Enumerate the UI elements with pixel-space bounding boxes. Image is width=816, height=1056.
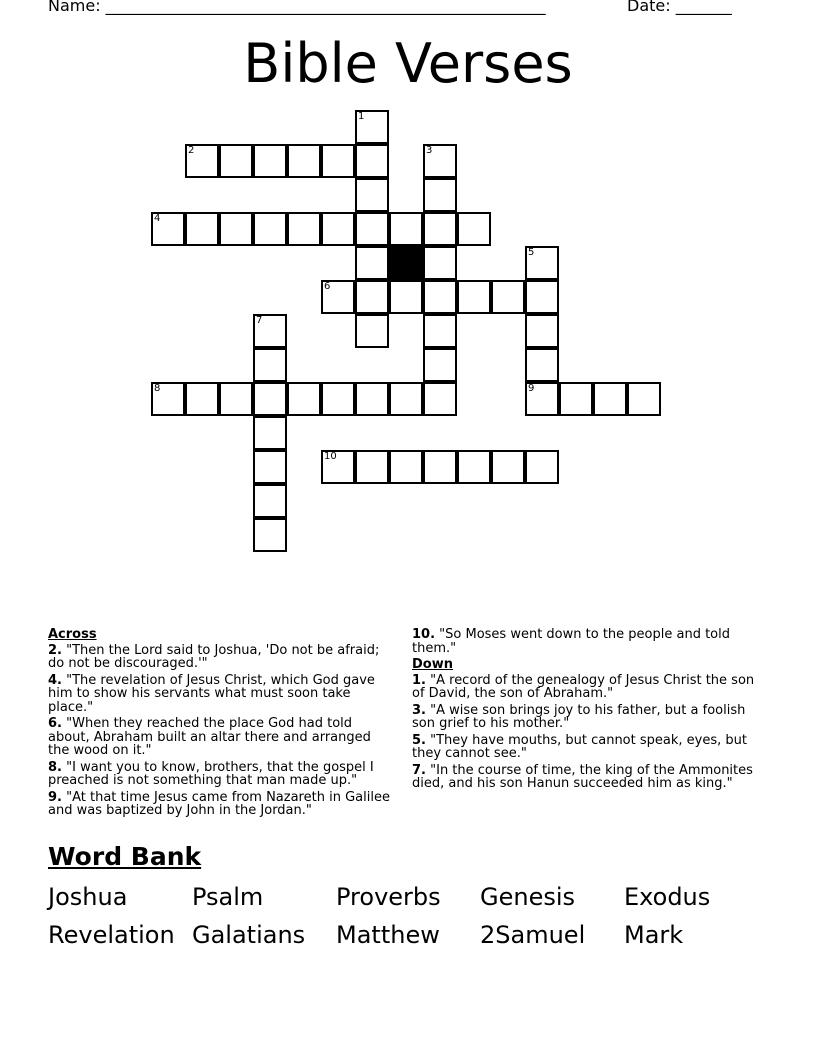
crossword-cell[interactable] xyxy=(423,246,457,280)
clue-across-9: 9. "At that time Jesus came from Nazareth in Galilee and was baptized by John in the Jordan." xyxy=(48,789,390,818)
across-heading: Across xyxy=(48,627,97,642)
crossword-cell[interactable] xyxy=(423,450,457,484)
clues-left-column xyxy=(48,628,393,821)
clue-number: 2 xyxy=(188,145,195,156)
crossword-cell[interactable] xyxy=(355,178,389,212)
crossword-cell[interactable] xyxy=(321,144,355,178)
crossword-cell[interactable] xyxy=(457,450,491,484)
crossword-cell[interactable] xyxy=(355,314,389,348)
crossword-cell[interactable] xyxy=(321,212,355,246)
clue-number: 10 xyxy=(324,451,337,462)
clue-number: 9 xyxy=(528,383,535,394)
clues-right-column xyxy=(412,628,764,794)
crossword-black-cell xyxy=(389,246,423,280)
clue-number: 3 xyxy=(426,145,433,156)
crossword-cell[interactable] xyxy=(525,246,559,280)
word-bank-word: Joshua xyxy=(48,883,128,911)
word-bank-word: Mark xyxy=(624,921,684,949)
clue-number: 5 xyxy=(528,247,535,258)
crossword-cell[interactable] xyxy=(253,212,287,246)
crossword-cell[interactable] xyxy=(423,212,457,246)
word-bank-word: 2Samuel xyxy=(480,921,586,949)
crossword-cell[interactable] xyxy=(219,144,253,178)
crossword-cell[interactable] xyxy=(355,144,389,178)
crossword-cell[interactable] xyxy=(525,348,559,382)
crossword-cell[interactable] xyxy=(253,416,287,450)
crossword-cell[interactable] xyxy=(423,348,457,382)
crossword-cell[interactable] xyxy=(559,382,593,416)
crossword-cell[interactable] xyxy=(185,144,219,178)
clue-across-8: 8. "I want you to know, brothers, that the gospel I preached is not something that man made up." xyxy=(48,759,374,788)
clue-number: 7 xyxy=(256,315,263,326)
crossword-cell[interactable] xyxy=(321,382,355,416)
crossword-cell[interactable] xyxy=(287,144,321,178)
clue-number: 6 xyxy=(324,281,331,292)
crossword-cell[interactable] xyxy=(355,246,389,280)
clue-number: 4 xyxy=(154,213,161,224)
crossword-cell[interactable] xyxy=(525,382,559,416)
clue-number: 8 xyxy=(154,383,161,394)
crossword-cell[interactable] xyxy=(253,144,287,178)
crossword-cell[interactable] xyxy=(389,212,423,246)
clue-across-4: 4. "The revelation of Jesus Christ, which God gave him to show his servants what must soon take place." xyxy=(48,672,375,715)
word-bank-word: Exodus xyxy=(624,883,711,911)
crossword-cell[interactable] xyxy=(219,212,253,246)
crossword-cell[interactable] xyxy=(355,382,389,416)
word-bank-word: Psalm xyxy=(192,883,264,911)
word-bank-word: Matthew xyxy=(336,921,440,949)
crossword-cell[interactable] xyxy=(355,280,389,314)
crossword-cell[interactable] xyxy=(321,280,355,314)
crossword-cell[interactable] xyxy=(355,450,389,484)
word-bank-word: Galatians xyxy=(192,921,306,949)
crossword-cell[interactable] xyxy=(491,450,525,484)
crossword-cell[interactable] xyxy=(219,382,253,416)
word-bank-word: Proverbs xyxy=(336,883,441,911)
crossword-cell[interactable] xyxy=(253,518,287,552)
crossword-cell[interactable] xyxy=(253,382,287,416)
crossword-cell[interactable] xyxy=(253,348,287,382)
clue-down-1: 1. "A record of the genealogy of Jesus Christ the son of David, the son of Abraham." xyxy=(412,672,755,701)
crossword-cell[interactable] xyxy=(525,314,559,348)
crossword-cell[interactable] xyxy=(423,178,457,212)
crossword-cell[interactable] xyxy=(423,144,457,178)
crossword-cell[interactable] xyxy=(185,382,219,416)
crossword-cell[interactable] xyxy=(423,314,457,348)
clue-down-7: 7. "In the course of time, the king of the Ammonites died, and his son Hanun succeeded him as king." xyxy=(412,762,753,791)
clue-down-3: 3. "A wise son brings joy to his father, but a foolish son grief to his mother." xyxy=(412,702,746,731)
crossword-cell[interactable] xyxy=(593,382,627,416)
name-line: Name: _______________________________________________________ xyxy=(48,0,546,15)
crossword-cell[interactable] xyxy=(525,280,559,314)
crossword-cell[interactable] xyxy=(491,280,525,314)
crossword-cell[interactable] xyxy=(389,382,423,416)
crossword-cell[interactable] xyxy=(423,280,457,314)
date-line: Date: _______ xyxy=(627,0,732,15)
crossword-cell[interactable] xyxy=(253,450,287,484)
crossword-cell[interactable] xyxy=(355,212,389,246)
clue-number: 1 xyxy=(358,111,365,122)
crossword-cell[interactable] xyxy=(389,280,423,314)
crossword-cell[interactable] xyxy=(321,450,355,484)
clue-down-5: 5. "They have mouths, but cannot speak, eyes, but they cannot see." xyxy=(412,732,747,761)
clue-across-10: 10. "So Moses went down to the people and told them." xyxy=(412,627,730,656)
crossword-cell[interactable] xyxy=(151,212,185,246)
page-title: Bible Verses xyxy=(243,32,573,95)
word-bank-word: Genesis xyxy=(480,883,576,911)
crossword-cell[interactable] xyxy=(457,280,491,314)
crossword-cell[interactable] xyxy=(457,212,491,246)
crossword-cell[interactable] xyxy=(253,314,287,348)
crossword-cell[interactable] xyxy=(525,450,559,484)
word-bank-word: Revelation xyxy=(48,921,175,949)
crossword-cell[interactable] xyxy=(185,212,219,246)
crossword-cell[interactable] xyxy=(627,382,661,416)
crossword-cell[interactable] xyxy=(253,484,287,518)
crossword-cell[interactable] xyxy=(423,382,457,416)
clue-across-6: 6. "When they reached the place God had told about, Abraham built an altar there and arranged the wood on it." xyxy=(48,716,371,758)
word-bank-title: Word Bank xyxy=(48,842,202,871)
crossword-cell[interactable] xyxy=(151,382,185,416)
down-heading: Down xyxy=(412,657,453,672)
crossword-cell[interactable] xyxy=(287,382,321,416)
crossword-cell[interactable] xyxy=(287,212,321,246)
crossword-cell[interactable] xyxy=(355,110,389,144)
clue-across-2: 2. "Then the Lord said to Joshua, 'Do not be afraid; do not be discouraged.'" xyxy=(48,642,380,671)
crossword-cell[interactable] xyxy=(389,450,423,484)
